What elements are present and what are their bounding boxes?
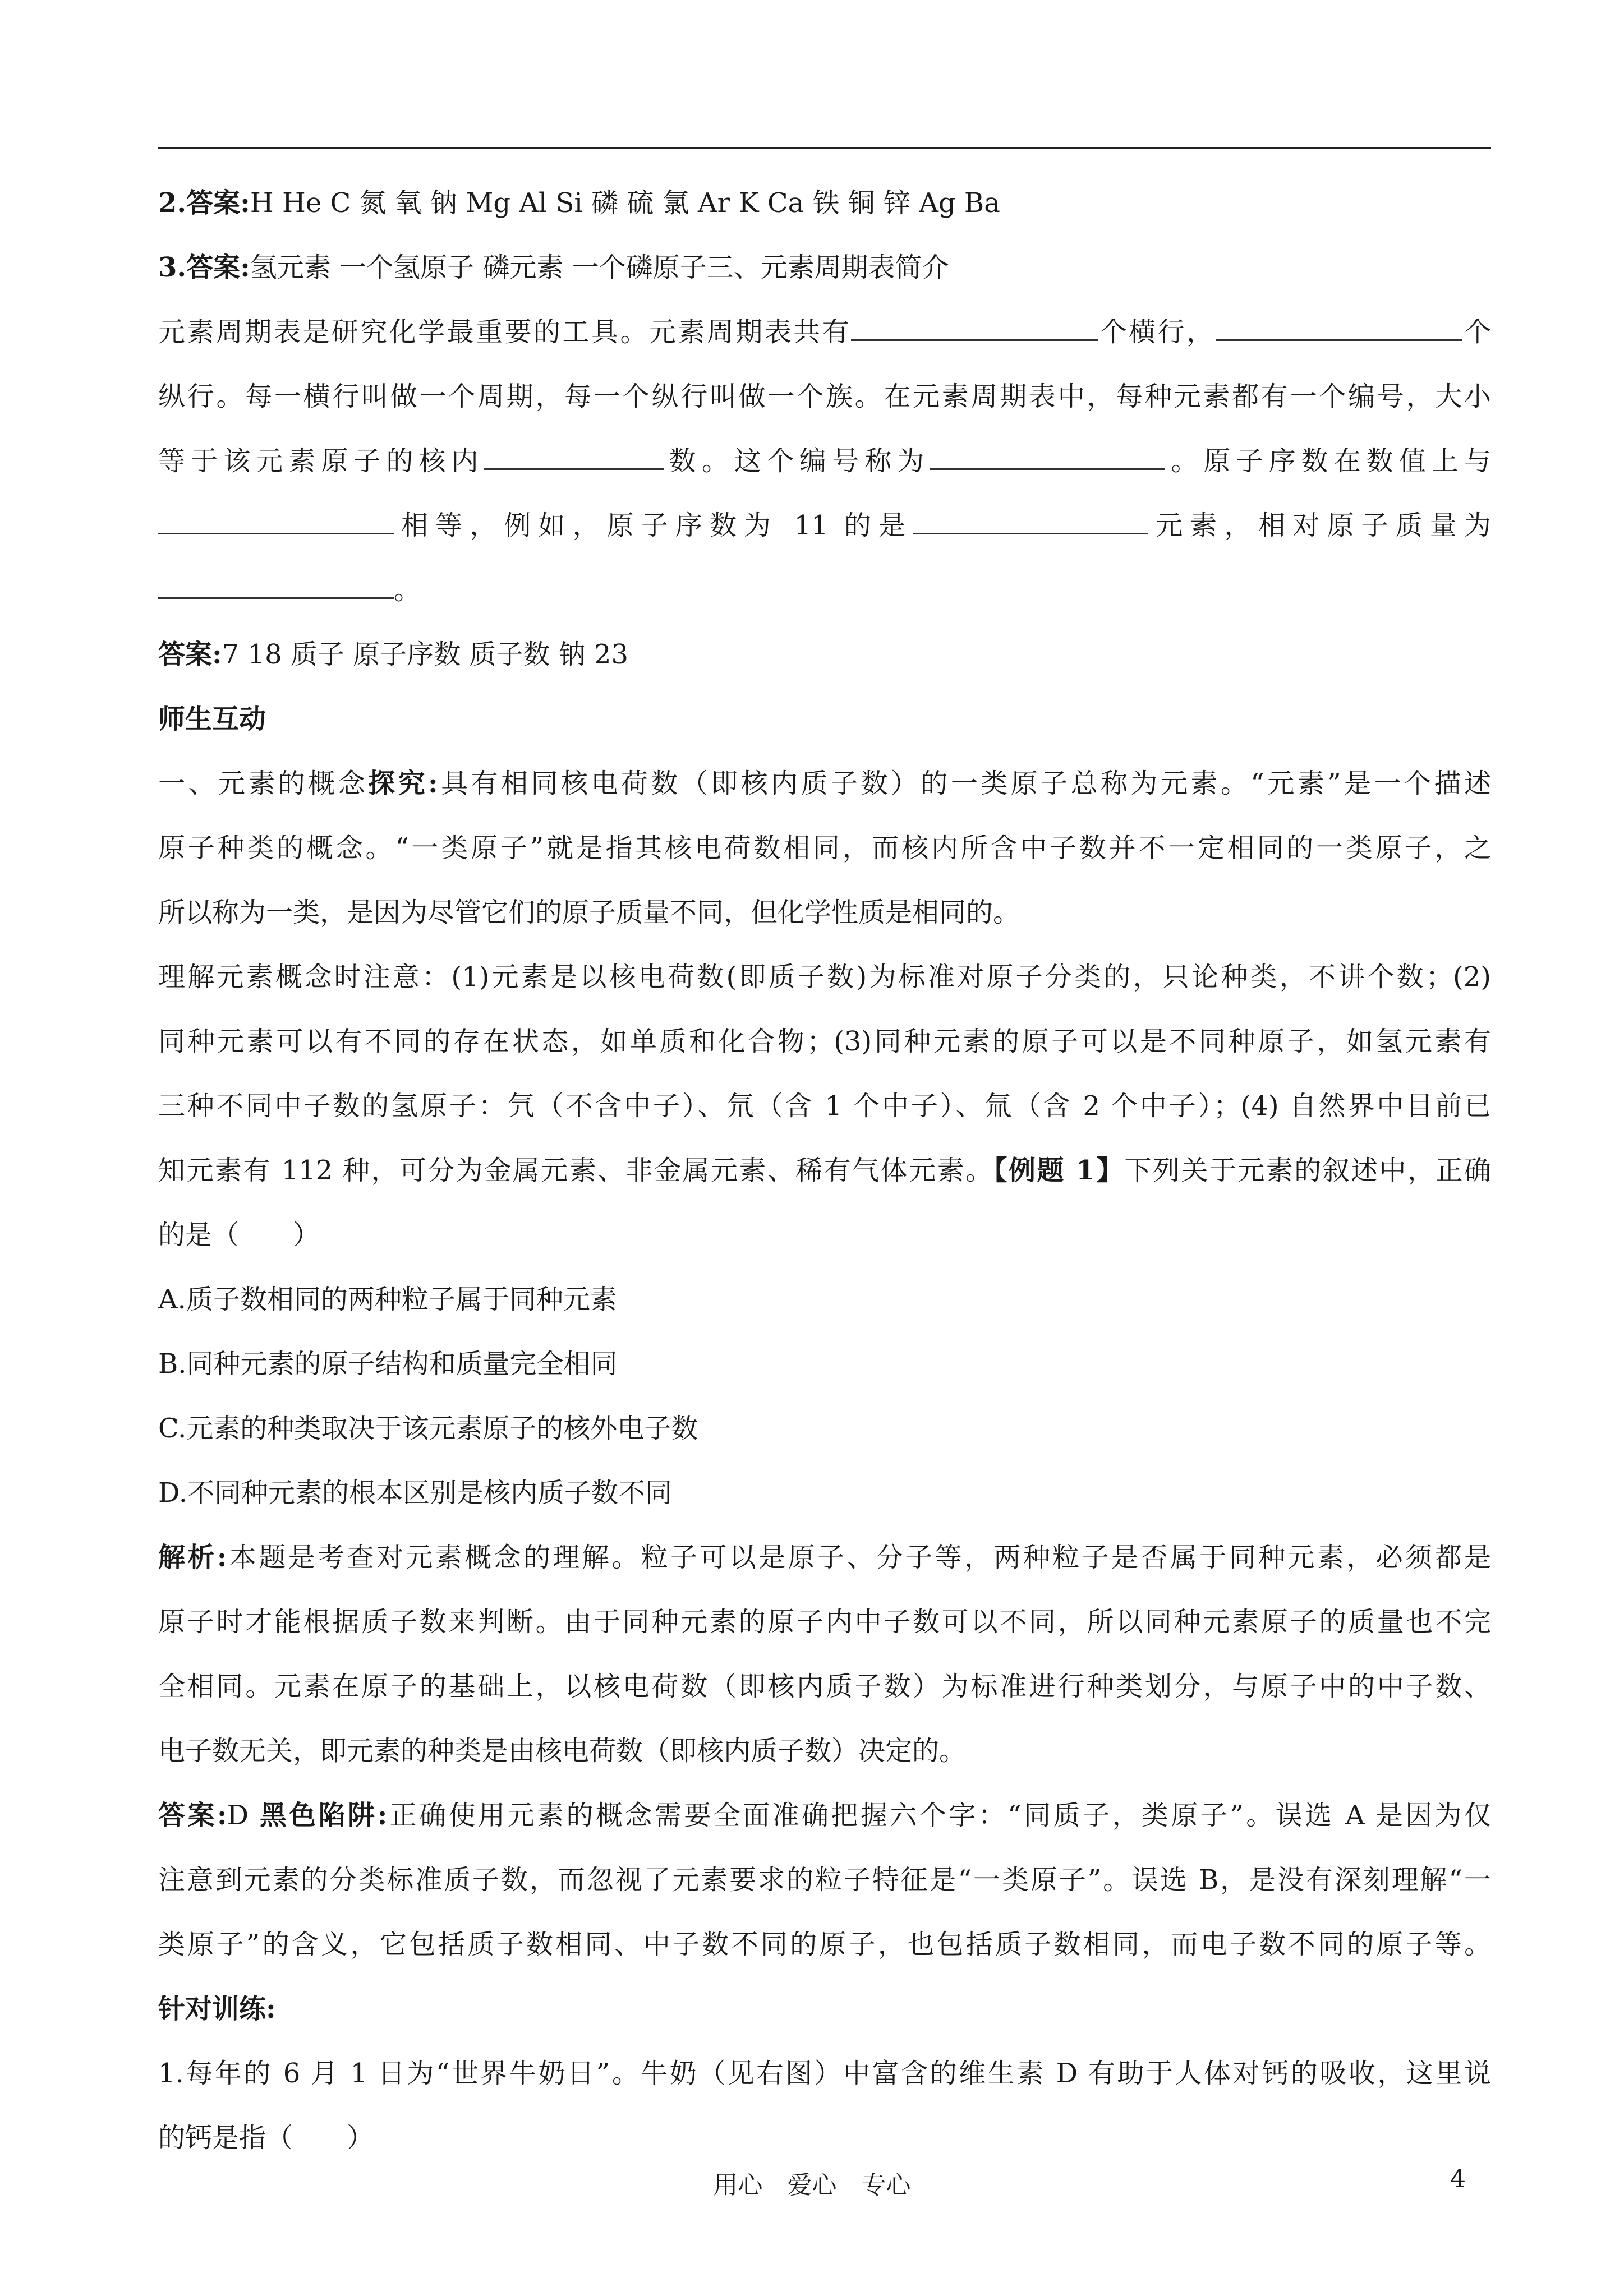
periodic-line-1 [158,300,1491,365]
periodic-line-2 [158,365,1491,429]
option-c: C.元素的种类取决于该元素原子的核外电子数 [158,1413,698,1444]
answer-text: D [227,1800,260,1831]
periodic-text: 。 [394,574,421,606]
footer-motto: 用心 爱心 专心 [713,2171,911,2200]
concept-text: 具有相同核电荷数（即核内质子数）的一类原子总称为元素。“元素”是一个描述 [438,768,1491,799]
periodic-text: 个 [1462,316,1491,348]
page-number: 4 [1450,2165,1466,2193]
analysis-line-1 [158,1525,1491,1590]
periodic-text: 纵行。每一横行叫做一个周期，每一个纵行叫做一个族。在元素周期表中，每种元素都有一个编号，大小 [158,381,1491,412]
question-1-line-1: 1.每年的 6 月 1 日为“世界牛奶日”。牛奶（见右图）中富含的维生素 D 有助于人体对钙的吸收，这里说 [158,2058,1491,2089]
answer-label: 答案: [158,639,222,670]
trap-text: 正确使用元素的概念需要全面准确把握六个字：“同质子，类原子”。误选 A 是因为仅 [387,1800,1491,1831]
fill-blank [913,508,1148,534]
notes-line-3: 三种不同中子数的氢原子：氕（不含中子）、氘（含 1 个中子）、氚（含 2 个中子）；(4) 自然界中目前已 [158,1090,1491,1122]
analysis-line-3: 全相同。元素在原子的基础上，以核电荷数（即核内质子数）为标准进行种类划分，与原子中的中子数、 [158,1671,1491,1702]
analysis-line-4: 电子数无关，即元素的种类是由核电荷数（即核内质子数）决定的。 [158,1735,967,1767]
fill-blank [930,444,1165,470]
periodic-text: 元素周期表是研究化学最重要的工具。元素周期表共有 [158,316,852,348]
concept-line-1 [158,751,1491,816]
answer-3 [158,236,1491,300]
notes-text: 下列关于元素的叙述中，正确 [1124,1155,1491,1186]
answer-3-label: 3.答案: [158,252,250,283]
question-1-line-2: 的钙是指（ ） [158,2122,374,2154]
answer-label: 答案: [158,1800,227,1831]
answer-example-line-1 [158,1783,1491,1848]
option-a: A.质子数相同的两种粒子属于同种元素 [158,1284,617,1315]
page-footer [0,2165,1624,2198]
notes-line-1: 理解元素概念时注意：(1)元素是以核电荷数(即质子数)为标准对原子分类的，只论种类，不讲个数；(2) [158,961,1491,993]
answer-3-text: 氢元素 一个氢原子 磷元素 一个磷原子三、元素周期表简介 [250,252,949,283]
answer-example-line-3: 类原子”的含义，它包括质子数相同、中子数不同的原子，也包括质子数相同，而电子数不同的原子等。 [158,1929,1491,1960]
concept-line-2: 原子种类的概念。“一类原子”就是指其核电荷数相同，而核内所含中子数并不一定相同的一类原子，之 [158,832,1491,864]
notes-line-4 [158,1138,1491,1203]
fill-blank [484,444,664,470]
analysis-text: 本题是考查对元素概念的理解。粒子可以是原子、分子等，两种粒子是否属于同种元素，必须都是 [227,1542,1491,1573]
periodic-line-5 [158,558,1491,623]
notes-line-5: 的是（ ） [158,1219,320,1251]
fill-blank [158,508,394,534]
concept-prefix: 一、元素的概念 [158,768,369,799]
fill-blank [1216,315,1462,341]
fill-blank [851,315,1098,341]
analysis-line-2: 原子时才能根据质子数来判断。由于同种元素的原子内中子数可以不同，所以同种元素原子的质量也不完 [158,1606,1491,1638]
periodic-line-3 [158,429,1491,494]
answer-example-line-2: 注意到元素的分类标准质子数，而忽视了元素要求的粒子特征是“一类原子”。误选 B，是没有深刻理解“一 [158,1864,1491,1896]
option-d: D.不同种元素的根本区别是核内质子数不同 [158,1477,673,1509]
answer-2-text: H He C 氮 氧 钠 Mg Al Si 磷 硫 氯 Ar K Ca 铁 铜 锌 Ag Ba [250,187,1000,219]
periodic-text: 元素，相对原子质量为 [1148,510,1491,541]
answer-periodic [158,623,1491,687]
notes-line-2: 同种元素可以有不同的存在状态，如单质和化合物；(3)同种元素的原子可以是不同种原子，如氢元素有 [158,1026,1491,1057]
periodic-text: 数。这个编号称为 [663,445,930,477]
periodic-text: 个横行， [1098,316,1216,348]
option-b: B.同种元素的原子结构和质量完全相同 [158,1348,618,1380]
trap-label: 黑色陷阱: [259,1800,388,1831]
example-label: 【例题 1】 [993,1155,1125,1186]
periodic-text: 等于该元素原子的核内 [158,445,484,477]
fill-blank [158,573,394,599]
section-title-training: 针对训练: [158,1993,276,2025]
concept-bold: 探究: [368,768,438,799]
periodic-text: 相等，例如，原子序数为 11 的是 [394,510,913,541]
answer-2-label: 2.答案: [158,187,250,219]
periodic-text: 。原子序数在数值上与 [1165,445,1491,477]
periodic-line-4 [158,494,1491,558]
answer-text: 7 18 质子 原子序数 质子数 钠 23 [222,639,628,670]
header-rule [158,147,1491,149]
notes-text: 知元素有 112 种，可分为金属元素、非金属元素、稀有气体元素。 [158,1155,994,1186]
concept-line-3: 所以称为一类，是因为尽管它们的原子质量不同，但化学性质是相同的。 [158,897,1020,928]
section-title-interaction: 师生互动 [158,703,266,735]
analysis-label: 解析: [158,1542,227,1573]
answer-2 [158,171,1491,236]
document-body [158,171,1491,2170]
